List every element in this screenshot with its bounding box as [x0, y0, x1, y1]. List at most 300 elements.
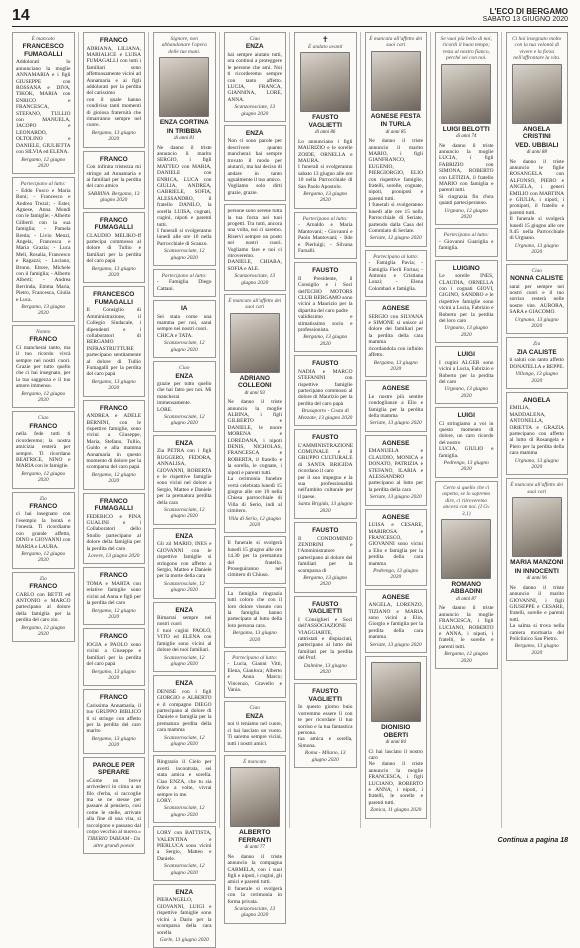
page-number: 14 — [12, 7, 30, 24]
deceased-name: FAUSTO VAGLIETTI — [308, 688, 342, 703]
notice-text: Le sorelle INES, CLAUDIA, ORNELLA con i cognati GIOVI, GIGINO, SANDRO e le rispettive famiglie sono vicini a Lucia, Fabrizio e Roberto per la perdita del loro caro — [439, 273, 494, 324]
place-date: Dalmine, 13 giugno 2020 — [303, 662, 347, 675]
deceased-name: FRANCESCO FUMAGALLI — [22, 43, 64, 58]
notice-text: TOMA e MARTA con relative famiglie sono vicini ad Anna e figli per la perdita del caro — [86, 580, 141, 607]
obituary-notice — [294, 355, 357, 426]
notice-text: Ne danno il triste annuncio la moglie ALBINA, i figli GILBERTO e DANIELE, le nuore MORENA e LOREDANA, i nipoti DENIS, NICHOLAS, FRANCESCA e ROBERTA, il fratello e la sorella, le cognate, i nipoti e parenti tutti. — [227, 399, 282, 476]
deceased-name: FAUSTO — [312, 267, 339, 275]
column-3 — [153, 32, 220, 943]
notice-intro: È mancato — [243, 759, 267, 765]
notice-text: CLAUDIO MELIKO-ff partecipa commosso al dolore di Tullio e familiari per la perdita del caro papà — [86, 232, 141, 265]
notice-text: nella fede tutti ti ricorderemo; la nostra amicizia resterà per sempre. Ti ricordano BEATRICE, NINO e MARIA con le famiglie. — [16, 431, 71, 470]
deceased-name: ENZA — [175, 888, 194, 896]
notice-text: Ne danno il triste annuncio la moglie FRANCESCA, i figli LUCIANO, ROBERTO e ANNA, i nipoti, i fratelli, le sorelle e parenti tutti. — [439, 605, 494, 650]
place-date: Scanzorosciate, 12 giugno 2020 — [163, 734, 205, 748]
deceased-name: FRANCO — [29, 422, 58, 430]
notice-text: noi ti teniamo nel cuore, ci hai lasciato un vuoto. Ti saremo sempre vicini, tutti i nostri amici. — [227, 721, 282, 747]
deceased-name: ENZA — [175, 439, 194, 447]
notice-text-extra: I tuoi cugini PAOLO, VITO ed ELENA con famiglie sono vicini al dolore dei tuoi familiari. — [157, 627, 212, 654]
notice-text: ANGELA, LORENZO, TIZIANO e MARIA sono vicini a Elio, Giorgio e famiglia per la perdita della cara mamma — [368, 602, 423, 641]
notice-text: - Giovanni Guariglia e famiglia. — [439, 238, 494, 252]
place-date: Bergamo, 13 giugno 2020 — [91, 378, 136, 392]
place-date: Villa di Serio, 12 giugno 2020 — [228, 515, 282, 528]
place-date: Scanzorosciate, 12 giugno 2020 — [163, 507, 205, 520]
place-date: Bergamo, 13 giugno 2020 — [91, 668, 136, 681]
notice-text-extra: Si ringrazia fin d'ora quanti parteciperanno. — [439, 193, 494, 207]
obituary-notice — [153, 602, 216, 673]
notice-text: Ci mancherai tanto, ma il tuo ricordo vivrà sempre nei nostri cuori. Grazie per tutto quello che ci hai insegnato, per la tua saggezza e il tuo amore immenso. — [16, 344, 71, 390]
cross-icon: ✝ — [321, 35, 329, 44]
notice-text: «Come un breve arrivederci in cima a un filo d'erba, si raccoglie ma se ne stesse per passare al pensiero, così come le stelle, arrivate alla fine di una vita, si raccolgono e passano dal corpo vecchio al nuovo.» — [86, 777, 141, 835]
portrait-photo — [371, 51, 421, 111]
notice-text-extra: La salma si trova nella camera mortuaria del Policlinico San Pietro. — [509, 623, 564, 642]
obituary-notice — [435, 260, 498, 344]
deceased-name: FAUSTO — [312, 434, 339, 442]
portrait-photo — [441, 519, 491, 579]
place-date: Villongo, 13 giugno 2020 — [515, 371, 559, 384]
deceased-name: AGNESE FESTA — [370, 112, 421, 120]
obituary-notice — [506, 392, 569, 476]
place-date: Bergamo, 13 giugno 2020 — [91, 265, 136, 278]
notice-text: ti saluti con tanto affetto DONATELLA e BEPPE. — [509, 357, 564, 370]
place-date: Scanzorosciate, 13 giugno 2020 — [234, 906, 276, 919]
notice-intro: Ciao — [249, 705, 260, 712]
deceased-name: ANGELA CRISTINI — [522, 125, 551, 141]
deceased-name: AGNESE — [382, 305, 410, 313]
obituary-notice — [12, 492, 75, 569]
notice-text: Addolorati lo annunciano la moglie ANNAMARIA e i figli GIUSEPPE con ROSSANA e DIVA, TIKOK, MARIA con ENRICO e FRANCESCA, STEFANO, TULLIO con MANUELA, JACOPO e LEONARDO, OLTOLINO e DANIELE, GIULIETTA con SILVIA ed ELENA. — [16, 59, 71, 156]
place-date: Bergamo, 13 giugno 2020 — [91, 735, 136, 749]
portrait-photo — [230, 767, 280, 827]
notice-intro: Partecipano al lutto: — [20, 181, 66, 188]
notice-text: EMANUELA e CLAUDIO, MONICA e DONATO, PATRIZIA e STEFANO, ILARIA e ALESSANDRO partecipano al lutto per la perdita della cara — [368, 448, 423, 493]
notice-text: I Consiglieri e Soci dell'ASSOCIAZIONE VIAGGIARTE, rattristati e dispiaciuti, partecipano al lutto dei familiari per la perdita del Prof. — [298, 616, 353, 662]
notice-text: Ne danno il triste annuncio la compagna CARMELA, con i suoi figli e nipoti, i cugini, gli amici e parenti tutti. — [227, 853, 282, 886]
notice-intro: Partecipano al lutto: — [302, 215, 348, 222]
notice-text: Ne danno il triste annuncio il marito SERGIO, i figli MATTEO con MARIA, DANIELE con ENRICA, LUCA con GIULIA, ANDREA, GABRIELE, SOFIA, ALESSANDRO, il fratello DANILO, la sorella LUISA, cognati, cugini, nipoti e parenti tutti. — [157, 144, 212, 228]
place-date: Scanzorosciate, 13 giugno 2020 — [234, 104, 276, 117]
deceased-age: di anni 85 — [385, 129, 406, 135]
portrait-photo — [300, 52, 350, 112]
notice-intro: È andato avanti — [308, 44, 343, 50]
deceased-name: AGNESE — [382, 513, 410, 521]
notice-text-extra: con il quale hanno condiviso tanti momenti di gioiosa fraternità che rimarranno sempre nel cuore. — [86, 96, 141, 129]
notice-text: PIERANGELO, GIOVANNI, LUIGI e rispettive famiglie sono vicini a Dario per la scomparsa della cara sorella — [157, 897, 212, 936]
column-4 — [224, 32, 291, 919]
obituary-notice — [224, 587, 287, 648]
obituary-notice — [224, 651, 287, 698]
notice-text: I cugini ALGER sono vicini a Lucia, Fabrizio e Roberto per la perdita del caro — [439, 359, 494, 385]
column-1 — [12, 32, 79, 828]
obituary-notice — [224, 536, 287, 583]
place-date: Bergamo, 12 giugno 2020 — [21, 470, 66, 484]
obituary-notice — [294, 262, 357, 352]
place-date: TIBERIO TABEAM - Da altre grandi poesie — [87, 836, 141, 849]
deceased-age: di anni 86 — [315, 130, 336, 136]
deceased-name: ENZA — [175, 680, 194, 688]
deceased-name: LUIGI BELOTTI — [442, 125, 490, 133]
notice-text-extra: LUCIA, GIULIO e famiglia. — [439, 446, 494, 459]
notice-text-extra: ricordandola con infinito affetto. — [368, 345, 423, 359]
deceased-name: FRANCO — [29, 336, 58, 344]
deceased-name: ENZA — [175, 372, 194, 380]
obituary-notice — [224, 125, 287, 201]
obituary-notice — [294, 522, 357, 593]
section-title: PAROLE PER SPERARE — [92, 761, 135, 777]
obituary-notice — [435, 32, 498, 225]
deceased-name: FAUSTO — [312, 360, 339, 368]
obituary-notice — [12, 411, 75, 488]
notice-intro: Partecipano al lutto: — [161, 272, 207, 279]
obituary-notice — [506, 337, 569, 389]
obituary-notice — [365, 300, 428, 377]
deceased-name: FRANCESCO FUMAGALLI — [93, 291, 135, 306]
notice-text-extra: La cerimonia funebre verrà celebrata lunedì 15 giugno alle ore 10 nella Chiesa parrocchiale di Villa di Serio, indi al cimitero. — [227, 476, 282, 515]
column-6 — [365, 32, 432, 828]
notice-text: - Famiglia Diego Cattani. — [157, 279, 212, 292]
deceased-name: ALBERTO FERRANTI — [238, 829, 272, 844]
notice-text: sarai per sempre nei nostri cuori e il tuo sorriso resterà nelle nostre vite. AURORA, SARA e GIACOMO. — [509, 283, 564, 316]
place-date: Scanzorosciate, 12 giugno 2020 — [163, 340, 205, 353]
notice-text: EMILIA, MADDALENA, ANTONELLA, ORIETTA e GRAZIA partecipano con affetto al lutto di Rosangela e Piero per la perdita della cara mamma — [509, 405, 564, 457]
obituary-notice — [506, 32, 569, 261]
notice-intro: Ciao — [531, 267, 542, 274]
place-date: Pedrengo, 13 giugno 2020 — [443, 460, 489, 473]
obituary-notice — [294, 429, 357, 519]
notice-text: La famiglia ringrazia tutti coloro che con il loro dolore vissuto con la famiglia hanno partecipato al lutto della loro persona cara. — [227, 590, 282, 629]
notice-intro: È mancato — [31, 36, 55, 42]
place-date: Bergamo, 12 giugno 2020 — [21, 550, 66, 564]
notice-text-extra: per il suo impegno e la sua professionalità nell'ambito culturale per il paese. — [298, 474, 353, 500]
obituary-notice — [83, 628, 146, 686]
notice-text: Ne danno il triste annuncio la moglie LUCIA, i figli FABRIZIO con SIMONA, ROBERTO con LETIZIA, il fratello MARIO con famiglia e parenti tutti. — [439, 142, 494, 194]
continued-note: Continua a pagina 18 — [497, 837, 568, 844]
notice-text: Zia PETRA con i figli RUGGERO, FEDORA, ANNALISA, GIOVANNI, ROBERTA e le rispettive famiglie sono vicini nel dolore a Sergio, Matteo e Daniele per la prematura perdita della cara — [157, 448, 212, 506]
place-date: Pedrengo, 13 giugno 2020 — [373, 567, 419, 581]
obituary-notice — [83, 757, 146, 854]
place-date: Bergamo, 13 giugno 2020 — [21, 304, 66, 317]
notice-text: Carissima Annamaria, il tuo GRUPPO BIBLICO ti si stringe con affetto per la perdita del caro marito — [86, 702, 141, 735]
notice-text: ANDREA e ADELE BERNINI, con le rispettive famiglie, sono vicini a Giuseppe, Maria, Stefano, Tullio, Guido e alla mamma Annamaria in questo momento di dolore per la scomparsa del caro papà — [86, 413, 141, 471]
notice-text: Rimarrai sempre nei nostri cuori — [157, 615, 212, 628]
deceased-name: AGNESE — [382, 385, 410, 393]
place-date: Santa Brigida, 13 giugno 2020 — [298, 501, 353, 514]
deceased-subname: IN TRIBBIA — [166, 127, 202, 135]
obituary-notice — [435, 228, 498, 256]
deceased-name: MARIA MANZONI — [510, 559, 564, 567]
place-date: Bergamo, 13 giugno 2020 — [373, 359, 418, 372]
place-date: Bergamo, 13 giugno 2020 — [303, 334, 348, 347]
deceased-age: di anni 93 — [244, 390, 265, 396]
notice-text: Il Presidente, il Consiglio e i Soci dell'ECHO MOTORS CLUB BERGAMO sono vicini a Maurizio per la dipartita del caro padre — [298, 275, 353, 314]
place-date: SABRINA. Bergamo, 13 giugno 2020 — [87, 190, 140, 204]
obituary-notice — [365, 435, 428, 506]
obituary-notice — [12, 572, 75, 643]
obituary-notice — [365, 509, 428, 586]
notice-text-extra: LORE. — [157, 406, 173, 413]
notice-text-extra: Vogliamo solo dirti grazie, grazie. — [227, 183, 282, 196]
notice-intro: Nonno — [36, 328, 51, 335]
obituary-notice — [12, 32, 75, 174]
notice-text: SERGIO con SILVANA e SIMONE si unisce al dolore dei familiari per la perdita della cara mamma — [368, 313, 423, 346]
notice-text-extra: I funerali si svolgeranno lunedì alle ore 15 nella Parrocchiale di Seriate, partendo dalla Casa del Commiato di Seriate. — [368, 202, 423, 234]
place-date: Bergamo, 12 giugno 2020 — [21, 156, 66, 169]
masthead — [12, 0, 568, 27]
deceased-name: AGNESE — [382, 593, 410, 601]
column-2 — [83, 32, 150, 849]
deceased-name: IA — [181, 305, 188, 313]
notice-text: Con infinita tristezza mi stringo ad Annamaria e ai familiari per la perdita del caro amico — [86, 164, 141, 190]
obituary-notice — [435, 346, 498, 404]
notice-text: Ringrazio il Cielo per averti incontrata, sei stata amica e sorella. Ciao ENZA, che tu sia felice a volte, vivrai sempre in me. — [157, 759, 212, 798]
column-5 — [294, 32, 361, 828]
place-date: Urgnano, 13 giugno 2020 — [444, 386, 489, 399]
deceased-name: FRANCO — [99, 404, 128, 412]
place-date: Urgnano, 13 giugno 2020 — [514, 242, 559, 256]
deceased-name: ENZA — [175, 532, 194, 540]
notice-text: Non ci sono parole per descrivere quanto mancherai: hai sempre trovato il modo per aiutarci, ma hai deciso di andare in tanto ugualmente il tuo amico. — [227, 138, 282, 183]
place-date: Bergamo, 13 giugno 2020 — [514, 643, 559, 656]
notice-intro: Partecipano al lutto: — [232, 655, 278, 662]
notice-text-extra: I funerali si svolgeranno lunedì alle ore 10 nella Parrocchiale di Scanzo. — [157, 227, 212, 247]
obituary-notice — [83, 689, 146, 753]
place-date: Bergamo, 12 giugno 2020 — [21, 624, 66, 638]
deceased-age: di anni 96 — [526, 576, 547, 582]
notice-text: - Famiglia Pavia; - Famiglia Fierli Forina; - Antonio e Cristiana Lonzi; - Elena Colombari e famiglia. — [368, 260, 423, 292]
notice-intro: È mancata all'affetto dei suoi cari — [369, 36, 423, 49]
obituary-notice — [83, 32, 146, 148]
notice-text: hai sempre aiutato tutti, ora continui a proteggere le persone che ami. Noi ti ricorderemo sempre con tanto affetto. LUCIA, FRANCA, GIANNINA, LORE, ANNA. — [227, 51, 282, 103]
notice-text: Ci stringiamo a voi in questo momento di dolore, un caro ricordo del nostro — [439, 420, 494, 446]
notice-text: Ne danno il triste annuncio il marito GIOVANNI, i figli GIUSEPPE e CESARE, fratelli, sorelle e parenti tutti. — [509, 584, 564, 623]
portrait-photo — [159, 57, 209, 117]
deceased-name: LUIGI — [457, 412, 475, 420]
obituary-notice — [224, 204, 287, 291]
notice-text: L'AMMINISTRAZIONE COMUNALE e il GRUPPO CULTURALE di SANTA BRIGIDA ricordano il caro — [298, 442, 354, 475]
deceased-name: FRANCO — [99, 633, 128, 641]
obituary-notice — [294, 683, 357, 768]
notice-text-extra: CHICA e TATA. — [157, 332, 193, 339]
notice-text: LORY con BATTISTA, VALENTINA e PIERLUCA sono vicini a Sergio, Matteo e Daniele. — [157, 830, 212, 862]
notice-text-extra: LORY. — [157, 797, 173, 804]
obituary-notice — [153, 300, 216, 358]
deceased-age: di anni 87 — [456, 596, 477, 602]
notice-intro: Ci hai insegnato molto con la tua volontà di vivere e la forza nell'affrontare la vita. — [512, 36, 562, 62]
notice-text-extra: tua amica e sorella, Simona. — [298, 736, 353, 749]
deceased-name: FRANCO — [99, 572, 128, 580]
obituary-notice — [294, 32, 357, 209]
notice-intro: Partecipano al lutto: — [443, 232, 489, 239]
deceased-name: NONNA CALISTE — [510, 275, 564, 283]
notice-intro: Zio — [39, 495, 47, 502]
obituary-notice — [294, 212, 357, 259]
deceased-name: LUIGINO — [452, 264, 480, 272]
deceased-name: FRANCO — [29, 583, 58, 591]
place-date: Bergamo, 13 giugno 2020 — [232, 630, 277, 643]
notice-text: Sei stata come una mamma per noi, sarai sempre nei nostri cuori. — [157, 313, 212, 333]
obituary-notice — [506, 478, 569, 661]
obituary-notice — [153, 884, 216, 948]
place-date: Scanzorosciate, 13 giugno 2020 — [234, 273, 276, 286]
obituary-notice — [435, 481, 498, 669]
deceased-name: FRANCO — [99, 155, 128, 163]
paper-info — [483, 8, 568, 26]
notice-text-extra: I funerali si svolgeranno sabato 13 giugno alle ore 10 nella Parrocchiale di San Paolo Apostolo. — [298, 164, 353, 190]
notice-intro: Signore, non abbandonare l'opera delle tue mani. — [161, 36, 207, 55]
deceased-name: FAUSTO — [312, 527, 339, 534]
obituary-notice — [12, 177, 75, 322]
obituary-notice — [224, 755, 287, 924]
deceased-name: ENZA — [245, 43, 264, 51]
notice-text: Il Consiglio di Amministrazione, il Collegio Sindacale, i dipendenti e i collaboratori di BERGAMO INFRASTRUTTURE partecipano sentitamente al dolore di Tullio Fumagalli per la perdita del caro papà — [86, 307, 141, 378]
place-date: Lovere, 13 giugno 2020 — [88, 553, 140, 560]
notice-text-extra: Il funerale si svolgerà lunedì 15 giugno alle ore 9.45 nella Parrocchiale di Urgnano. — [509, 216, 564, 242]
place-date: Urgnano, 13 giugno 2020 — [514, 316, 559, 329]
notice-text: Lo annunciano i figli MAURIZIO e le sorelle ZOIDE, ORNELLA e MAURA. — [298, 138, 353, 165]
portrait-photo — [512, 497, 562, 557]
notice-text: ADRIANA, LILIANA, MARIALICE e LUISA FUMAGALLI con tutti i familiari sono affettuosamente vicini ad Annamaria e ai figli addolorati per la perdita del carissimo — [86, 45, 141, 97]
notice-text: - Lucia, Gianni Vitti, Elena, Gianluca; Alberto e Anna Marco; Vincenzo, Gravello e Vania. — [227, 661, 282, 694]
deceased-name: ADRIANO COLLEONI — [237, 374, 272, 390]
obituary-notice — [153, 435, 216, 525]
notice-text: In questo giorno buio vorremmo essere lì con te per ricordare il tuo sorriso e la tua fantastica persona. — [298, 704, 353, 737]
notice-intro: È mancato all'affetto dei suoi cari — [228, 298, 282, 311]
place-date: Seriate, 12 giugno 2020 — [369, 235, 422, 242]
obituary-notice — [12, 325, 75, 409]
obituary-notice — [224, 701, 287, 752]
deceased-subname: IN TURLA — [380, 121, 411, 129]
obituary-notice — [153, 361, 216, 432]
notice-text: - Eddo Fusco e Maria Boni; - Francesco e Andrea Trezzi; - Ester, Agnese, Anna Mondi con le famiglie; - Alberto Gilberti con la sua famiglia; - Pamela Breda; - Livio Menzi, Angela, Francesca e Maria Grazia; - Luca Meli, Rosalia, Francesco e Ragazzi; - Luciano, Bruno, Ettore, Michele con il famiglia; - Alberto Alberti; - Andrea Berrinda, Emma Maria, Pietro, Francesca, Giulia e Luca. — [16, 187, 71, 303]
place-date: Bergamo, 12 giugno 2020 — [91, 607, 136, 620]
notice-text: Le nostre più sentite condoglianze a Elio e famiglia per la perdita della mamma — [368, 393, 423, 420]
column-7 — [435, 32, 502, 828]
obituary-notice — [83, 286, 146, 396]
notice-text: FEDERICO e PINA GUALINI e i Collaboratori dello Studio partecipano al dolore della famiglia per la perdita del caro — [86, 513, 141, 552]
place-date: Roma - Milano, 13 giugno 2020 — [304, 750, 346, 763]
notice-intro: Partecipano al lutto: — [373, 253, 419, 260]
place-date: Scanzorosciate, 12 giugno 2020 — [163, 654, 205, 667]
notice-text: ci hai insegnato con l'esempio la bontà e l'onestà. Ti ricordiamo con grande affetto, DINO e GIOVANNI con MARIA e LAURA. — [16, 511, 71, 550]
obituary-notice — [224, 32, 287, 122]
notice-text: IOGIA e PAOLO sono vicini a Giuseppe e familiari per la perdita del caro papà — [86, 641, 141, 668]
place-date: Gorle, 13 giugno 2020 — [159, 936, 209, 943]
place-date: Bergamo, 13 giugno 2020 — [91, 129, 136, 143]
notice-intro: Ciao — [179, 365, 190, 372]
place-date: Scanzorosciate, 12 giugno 2020 — [163, 248, 205, 261]
obituary-notice — [365, 32, 428, 247]
deceased-name: FRANCO — [99, 694, 128, 702]
deceased-name: ROMANO ABBADINI — [450, 580, 483, 596]
notice-text: grazie per tutto quello che hai fatto per noi. Mi mancherai immensamente. — [157, 381, 212, 407]
place-date: Scanzorosciate, 12 giugno 2020 — [163, 805, 205, 818]
paper-name: L'ECO DI BERGAMO — [489, 7, 568, 16]
place-date: Zanica, 11 giugno 2020 — [370, 807, 422, 814]
deceased-name: FRANCO FUMAGALLI — [94, 497, 133, 513]
obituary-notice — [294, 596, 357, 681]
notice-text: NADIA e MARCO STEFANINI con rispettive famiglie partecipano commossi al dolore di Maurizio per la perdita del caro papà — [298, 368, 353, 407]
place-date: Bergamo, 12 giugno 2020 — [444, 651, 489, 664]
place-date: Seriate, 13 giugno 2020 — [369, 494, 422, 501]
obituary-notice — [506, 264, 569, 335]
place-date: Bergamo, 12 giugno 2020 — [21, 390, 66, 403]
notice-text: Il CONDOMINIO ZENDRINI e l'Amministratore partecipano al dolore dei familiari per la scomparsa di — [298, 535, 353, 574]
deceased-age: di anni 74 — [456, 134, 477, 140]
place-date: Scanzorosciate, 12 giugno 2020 — [163, 863, 205, 876]
deceased-name: ZIA CALISTE — [516, 348, 557, 356]
deceased-name: FAUSTO VAGLIETTI — [308, 600, 342, 616]
notice-text: LUISA e CESARE, MARIROSA e FRANCESCO, GIOVANNI sono vicini a Elio e famiglia per la perdita della cara mamma — [368, 522, 423, 567]
deceased-name: ENZA CORTINA — [159, 119, 209, 127]
place-date: Bergamo, 13 giugno 2020 — [303, 574, 348, 588]
portrait-photo — [441, 64, 491, 124]
notice-text: Il funerale si svolgerà lunedì 15 giugno alle ore 14.30 per la prematura del fratello. Proseguiranno nel cimitero di Chiuso. — [227, 540, 282, 579]
notice-text-extra: Il funerale si svolgerà con la cerimonia in forma privata. — [227, 885, 282, 905]
deceased-name: FRANCO — [99, 37, 128, 44]
place-date: Bergamo, 12 giugno 2020 — [91, 471, 136, 485]
place-date: Bergamo, 13 giugno 2020 — [303, 191, 348, 204]
notice-intro: È mancata all'affetto dei suoi cari — [510, 482, 564, 495]
notice-intro: Se vuoi più bello di noi, ricordi il buon tempo; resta al nostro fianco, perché sei con noi. — [440, 36, 492, 62]
notice-text-extra: Ne danno il triste annuncio la moglie FRANCESCA, i figli LUCIANO, ROBERTO e ANNA, i nipoti, i fratelli, le sorelle e parenti tutti. — [368, 761, 423, 806]
obituary-notice — [365, 380, 428, 432]
notice-text: DENISE con i figli GIORGIO e ALBERTO e il compagno DIEGO partecipano al dolore di Daniele e famiglia per la prematura perdita della cara mamma — [157, 688, 212, 734]
deceased-age: di anni 81 — [174, 136, 195, 142]
deceased-name: FRANCO FUMAGALLI — [94, 216, 133, 232]
deceased-name: ENZA — [175, 606, 194, 614]
place-date: Urgnano, 13 giugno 2020 — [444, 325, 489, 338]
obituary-notice — [153, 269, 216, 297]
deceased-name: ENZA — [245, 129, 264, 137]
notice-text: CARLO con BETTI ed ANTONIO e MARCO partecipano al dolore della famiglia per la perdita del caro zio. — [16, 591, 71, 624]
place-date: Scanzorosciate, 12 giugno 2020 — [163, 580, 205, 594]
notice-intro: Zia — [533, 341, 541, 348]
obituary-notice — [83, 212, 146, 284]
obituary-notice — [153, 675, 216, 752]
notice-intro: Ciao — [38, 415, 49, 422]
notice-text: Ci hai lasciato il nostro caro — [368, 748, 423, 761]
notice-text-extra: DANIELE, CHIARA, SOFIA e ALE. — [227, 259, 282, 272]
place-date: Seriate, 13 giugno 2020 — [369, 420, 422, 427]
deceased-age: di anni 84 — [385, 740, 406, 746]
obituary-notice — [224, 294, 287, 533]
deceased-subname: IN INNOCENTI — [514, 567, 559, 575]
obituary-notice — [153, 755, 216, 823]
obituary-notice — [365, 589, 428, 653]
issue-date: SABATO 13 GIUGNO 2020 — [482, 16, 568, 23]
place-date: Seriate, 13 giugno 2020 — [369, 641, 422, 648]
obituary-notice — [153, 826, 216, 881]
obituary-notice — [83, 151, 146, 209]
deceased-name: ENZA — [245, 712, 264, 720]
place-date: Urgnano, 12 giugno 2020 — [444, 207, 489, 220]
deceased-name: AGNESE — [382, 439, 410, 447]
place-date: Urgnano, 13 giugno 2020 — [514, 457, 559, 471]
deceased-name: FAUSTO VAGLIETTI — [308, 114, 342, 129]
obituary-notice — [153, 32, 216, 266]
place-date: Brusaporto - Costa di Mezzate, 13 giugno 2020 — [298, 408, 353, 421]
column-8 — [506, 32, 569, 828]
obituary-notice — [365, 250, 428, 297]
obituary-notice — [83, 567, 146, 625]
deceased-age: di anni 88 — [526, 150, 547, 156]
obituary-notice — [365, 656, 428, 818]
notice-text: Gli zii MARIO, INES e GIOVANNI con le rispettive famiglie si stringono con affetto a Sergio, Matteo e Daniele per la morte della cara — [157, 541, 212, 580]
notice-intro: Certo si quello che ci aspetta, se lo sapremo dire, ci ritroveremo ancora con noi. (I Gv 3,1) — [442, 484, 491, 517]
deceased-name: ANGELA — [523, 396, 551, 404]
obituary-notice — [83, 493, 146, 565]
notice-intro: Zio — [39, 575, 47, 582]
